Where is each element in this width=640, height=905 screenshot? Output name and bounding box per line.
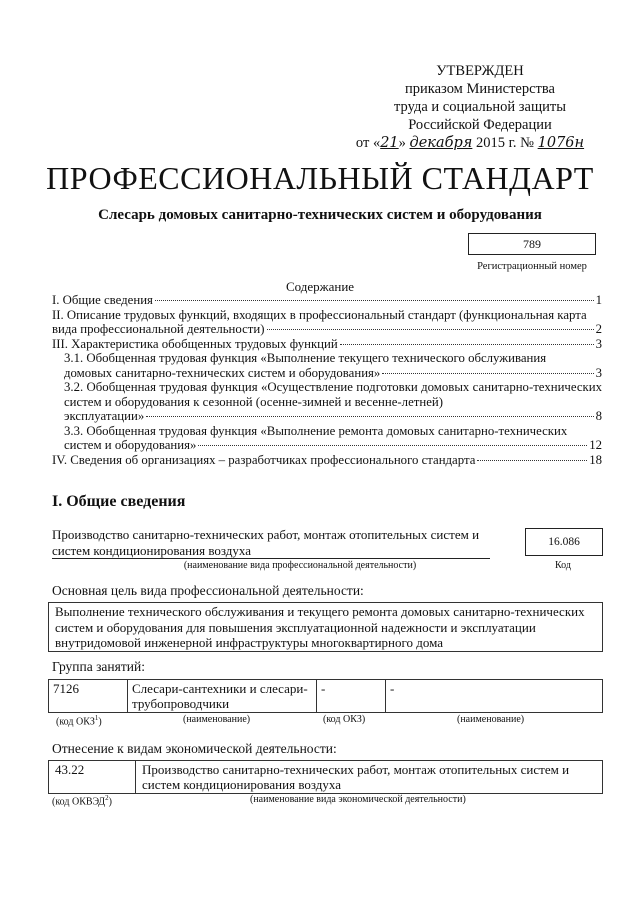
toc-item[interactable]: 3.1. Обобщенная трудовая функция «Выполнение текущего технического обслуживания домовых санитарно-технических систем и оборудования» 3: [64, 351, 602, 380]
toc-page: 18: [589, 452, 602, 467]
caption: (наименование): [183, 714, 251, 725]
activity-code-box: 16.086: [525, 528, 603, 556]
table-of-contents: [52, 293, 602, 467]
approval-line: приказом Министерства: [405, 81, 555, 97]
section-heading: I. Общие сведения: [52, 493, 186, 510]
toc-heading: Содержание: [285, 279, 355, 294]
toc-item[interactable]: III. Характеристика обобщенных трудовых функций 3: [52, 336, 602, 351]
activity-code-caption: Код: [555, 560, 571, 571]
underline-divider: [52, 558, 490, 559]
caption: (код ОКЗ$^1$): [56, 714, 102, 728]
toc-page: 1: [595, 293, 602, 307]
registration-number-label: Регистрационный номер: [477, 261, 587, 272]
occupation-group-table: [48, 679, 603, 713]
caption: (наименование): [457, 714, 525, 725]
handwritten-day: 21: [380, 135, 399, 151]
toc-item[interactable]: I. Общие сведения 1: [52, 293, 602, 307]
caption: (код ОКВЭД$^2$): [52, 794, 112, 808]
approval-title: УТВЕРЖДЕН: [436, 63, 524, 79]
goal-heading: Основная цель вида профессиональной деятельности:: [52, 583, 364, 598]
toc-item[interactable]: IV. Сведения об организациях – разработчиках профессионального стандарта 18: [52, 452, 602, 467]
handwritten-month: декабря: [409, 135, 473, 151]
toc-page: 3: [595, 336, 602, 351]
occupation-group-heading: Группа занятий:: [52, 659, 145, 674]
toc-page: 12: [589, 438, 602, 452]
approval-date: от «21» декабря 2015 г. № 1076н: [355, 135, 585, 151]
document-subtitle: Слесарь домовых санитарно-технических систем и оборудования: [98, 207, 542, 223]
toc-item[interactable]: II. Описание трудовых функций, входящих в профессиональный стандарт (функциональная карта вида профессиональной деятельности) 2: [52, 307, 602, 336]
activity-name: Производство санитарно-технических работ, монтаж отопительных систем и систем кондиционирования воздуха: [52, 527, 480, 558]
handwritten-order-number: 1076н: [537, 135, 585, 151]
caption: (наименование вида экономической деятельности): [250, 794, 466, 805]
table-cell: -: [386, 680, 603, 713]
toc-item[interactable]: 3.2. Обобщенная трудовая функция «Осуществление подготовки домовых санитарно-технических систем и оборудования к сезонной (осенне-зимней и весенне-летней) эксплуатации» 8: [64, 380, 602, 423]
caption: (код ОКЗ): [323, 714, 366, 725]
table-cell: -: [317, 680, 386, 713]
approval-block: [355, 62, 600, 152]
approval-line: Российской Федерации: [408, 117, 552, 133]
table-cell: 7126: [49, 680, 128, 713]
goal-text-box: Выполнение технического обслуживания и текущего ремонта домовых санитарно-технических систем и оборудования для повышения эксплуатационной надежности и эксплуатации внутридомовой инженерной инфраструктуры многоквартирного дома: [48, 602, 603, 652]
toc-page: 2: [595, 322, 602, 336]
toc-page: 8: [595, 409, 602, 423]
economic-activity-table: [48, 760, 603, 794]
economic-activity-heading: Отнесение к видам экономической деятельности:: [52, 741, 337, 756]
toc-item[interactable]: 3.3. Обобщенная трудовая функция «Выполнение ремонта домовых санитарно-технических систем и оборудования» 12: [64, 423, 602, 452]
table-cell: Производство санитарно-технических работ, монтаж отопительных систем и систем кондиционирования воздуха: [136, 761, 603, 794]
table-row: [49, 761, 603, 794]
document-title: ПРОФЕССИОНАЛЬНЫЙ СТАНДАРТ: [46, 160, 594, 196]
table-cell: Слесари-сантехники и слесари-трубопроводчики: [128, 680, 317, 713]
table-cell: 43.22: [49, 761, 136, 794]
toc-page: 3: [595, 365, 602, 380]
activity-caption: (наименование вида профессиональной деятельности): [183, 560, 417, 571]
registration-number-box: 789: [468, 233, 596, 255]
table-row: [49, 680, 603, 713]
approval-line: труда и социальной защиты: [394, 99, 566, 115]
